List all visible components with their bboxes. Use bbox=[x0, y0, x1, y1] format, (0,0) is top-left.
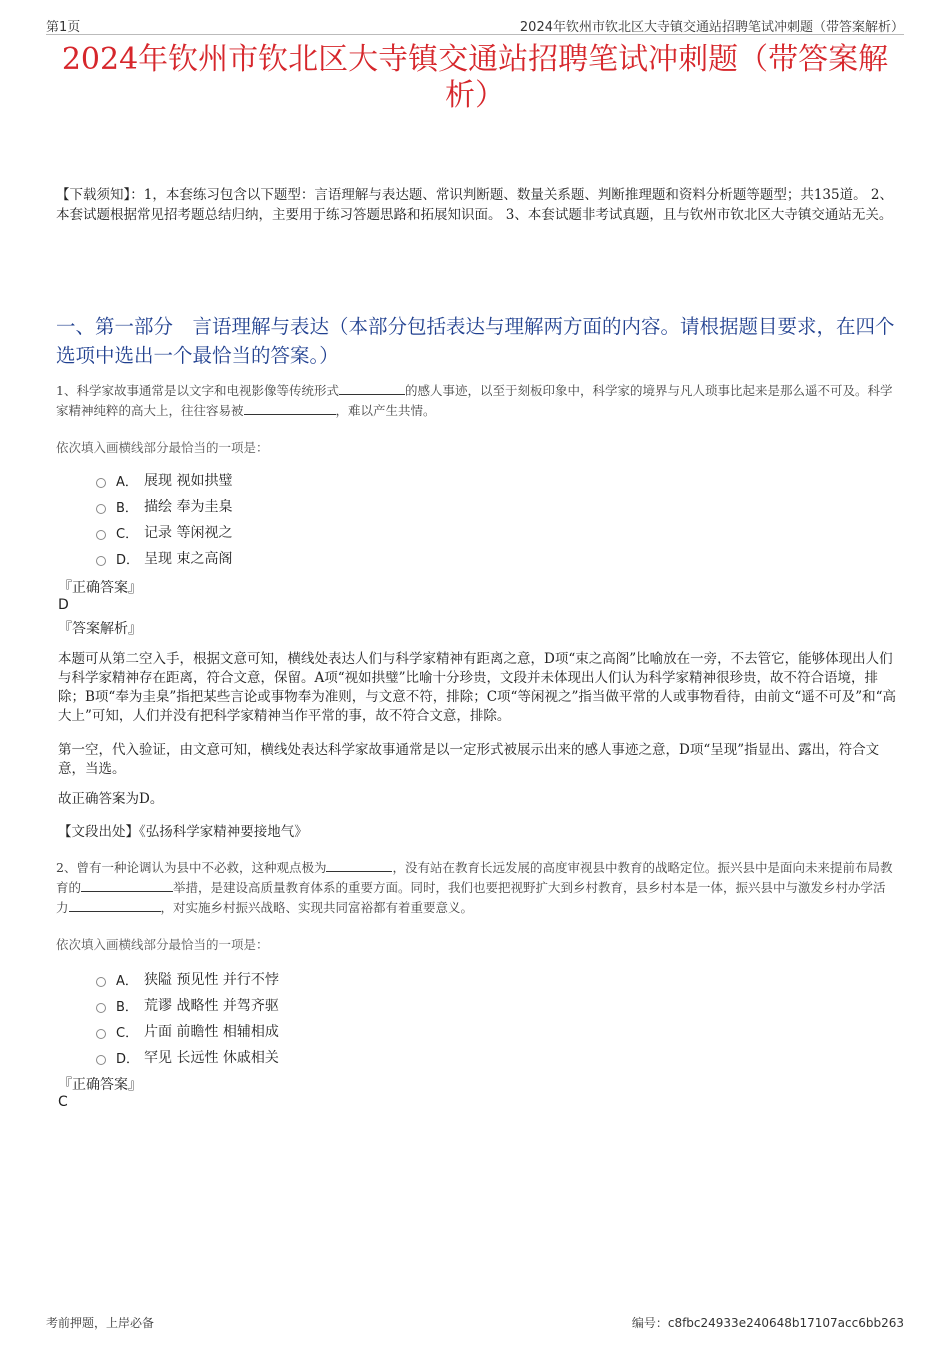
fill-blank bbox=[339, 382, 405, 395]
radio-icon[interactable] bbox=[96, 1055, 106, 1065]
option-a[interactable]: A． 展现 视如拱璧 bbox=[96, 467, 232, 493]
page-number: 第1页 bbox=[46, 20, 81, 35]
question-1-stem: 1、科学家故事通常是以文字和电视影像等传统形式 的感人事迹，以至于刻板印象中，科学家的境界与凡人琐事比起来是那么遥不可及。科学家精神纯粹的高大上，往往容易被 ，难以产生共情。 bbox=[56, 383, 893, 418]
fill-blank bbox=[69, 899, 161, 912]
option-b[interactable]: B． 荒谬 战略性 并驾齐驱 bbox=[96, 992, 279, 1018]
radio-icon[interactable] bbox=[96, 1029, 106, 1039]
radio-icon[interactable] bbox=[96, 977, 106, 987]
analysis-conclusion: 故正确答案为D。 bbox=[58, 791, 164, 807]
radio-icon[interactable] bbox=[96, 556, 106, 566]
question-1-options bbox=[96, 467, 232, 571]
question-2-prompt: 依次填入画横线部分最恰当的一项是： bbox=[56, 937, 269, 952]
analysis-label: 『答案解析』 bbox=[58, 621, 142, 637]
radio-icon[interactable] bbox=[96, 504, 106, 514]
analysis-paragraph: 第一空，代入验证，由文意可知，横线处表达科学家故事通常是以一定形式被展示出来的感人事迹之意，D项“呈现”指显出、露出，符合文意，当选。 bbox=[58, 742, 880, 777]
radio-icon[interactable] bbox=[96, 478, 106, 488]
option-d[interactable]: D． 罕见 长远性 休戚相关 bbox=[96, 1044, 279, 1070]
option-c[interactable]: C． 片面 前瞻性 相辅相成 bbox=[96, 1018, 279, 1044]
question-2-options bbox=[96, 966, 279, 1070]
document-id: 编号：c8fbc24933e240648b17107acc6bb263 bbox=[631, 1316, 904, 1330]
correct-answer-value: D bbox=[58, 597, 69, 613]
radio-icon[interactable] bbox=[96, 530, 106, 540]
correct-answer-label: 『正确答案』 bbox=[58, 580, 142, 596]
radio-icon[interactable] bbox=[96, 1003, 106, 1013]
header-doc-title: 2024年钦州市钦北区大寺镇交通站招聘笔试冲刺题（带答案解析） bbox=[519, 20, 904, 35]
fill-blank bbox=[81, 879, 173, 892]
fill-blank bbox=[244, 402, 336, 415]
correct-answer-value: C bbox=[58, 1094, 68, 1110]
passage-source: 【文段出处】《弘扬科学家精神要接地气》 bbox=[58, 824, 308, 840]
fill-blank bbox=[326, 859, 392, 872]
document-title: 2024年钦州市钦北区大寺镇交通站招聘笔试冲刺题（带答案解析） bbox=[61, 42, 889, 113]
download-notice: 【下载须知】：1，本套练习包含以下题型：言语理解与表达题、常识判断题、数量关系题、判断推理题和资料分析题等题型；共135道。 2、本套试题根据常见招考题总结归纳，主要用于练习答题思路和拓展知识面。 3、本套试题非考试真题，且与钦州市钦北区大寺镇交通站无关。 bbox=[56, 187, 893, 223]
option-c[interactable]: C． 记录 等闲视之 bbox=[96, 519, 232, 545]
option-b[interactable]: B． 描绘 奉为圭臬 bbox=[96, 493, 232, 519]
analysis-paragraph: 本题可从第二空入手，根据文意可知，横线处表达人们与科学家精神有距离之意，D项“束之高阁”比喻放在一旁，不去管它，能够体现出人们与科学家精神存在距离，符合文意，保留。A项“视如拱璧”比喻十分珍贵，文段并未体现出人们认为科学家精神很珍贵，故不符合语境，排除；B项“奉为圭臬”指把某些言论或事物奉为准则，与文意不符，排除；C项“等闲视之”指当做平常的人或事物看待，由前文“遥不可及”和“高大上”可知，人们并没有把科学家精神当作平常的事，故不符合文意，排除。 bbox=[58, 651, 897, 724]
footer-slogan: 考前押题，上岸必备 bbox=[46, 1316, 155, 1330]
option-a[interactable]: A． 狭隘 预见性 并行不悖 bbox=[96, 966, 279, 992]
question-2-stem: 2、曾有一种论调认为县中不必救，这种观点极为 ，没有站在教育长远发展的高度审视县中教育的战略定位。振兴县中是面向未来提前布局教育的 举措，是建设高质量教育体系的重要方面。同时，我们也要把视野扩大到乡村教育，县乡村本是一体，振兴县中与激发乡村办学活力 ，对实施乡村振兴战略、实现共同富裕都有着重要意义。 bbox=[56, 860, 893, 915]
question-1-prompt: 依次填入画横线部分最恰当的一项是： bbox=[56, 440, 269, 455]
section-heading: 一、第一部分 言语理解与表达（本部分包括表达与理解两方面的内容。请根据题目要求，在四个选项中选出一个最恰当的答案。） bbox=[56, 315, 895, 367]
page-header bbox=[46, 14, 904, 35]
correct-answer-label: 『正确答案』 bbox=[58, 1077, 142, 1093]
option-d[interactable]: D． 呈现 束之高阁 bbox=[96, 545, 232, 571]
